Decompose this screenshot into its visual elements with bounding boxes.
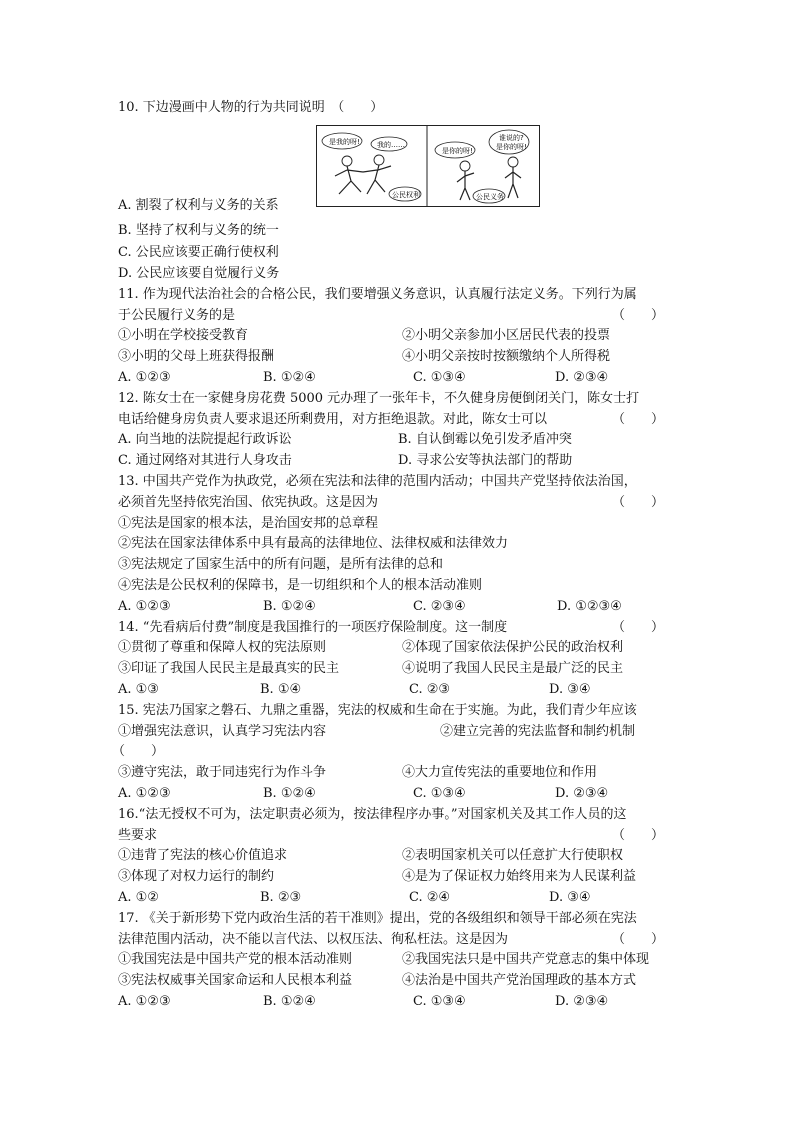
q13-statement-4: ④宪法是公民权利的保障书，是一切组织和个人的根本活动准则 (118, 578, 483, 593)
q17-statement-3: ③宪法权威事关国家命运和人民根本利益 (118, 973, 353, 988)
q17-statement-2: ②我国宪法只是中国共产党意志的集中体现 (402, 952, 650, 967)
q11-option-a[interactable]: A. ①②③ (118, 370, 171, 385)
q15-option-b[interactable]: B. ①②④ (263, 786, 316, 801)
q13-stem-line1: 13. 中国共产党作为执政党，必须在宪法和法律的范围内活动；中国共产党坚持依法治国， (118, 474, 637, 489)
q17-option-c[interactable]: C. ①③④ (413, 994, 466, 1009)
q12-stem-line1: 12. 陈女士在一家健身房花费 5000 元办理了一张年卡，不久健身房便倒闭关门，陈女士打 (118, 391, 640, 406)
q10-stem: 10. 下边漫画中人物的行为共同说明 （ ） (118, 100, 384, 115)
q14-statement-1: ①贯彻了尊重和保障人权的宪法原则 (118, 640, 327, 655)
q11-stem-line1: 11. 作为现代法治社会的合格公民，我们要增强义务意识，认真履行法定义务。下列行为属 (118, 287, 637, 302)
q11-statement-1: ①小明在学校接受教育 (118, 328, 249, 343)
q16-option-b[interactable]: B. ②③ (260, 890, 302, 905)
q12-option-d[interactable]: D. 寻求公安等执法部门的帮助 (398, 453, 573, 468)
q15-statement-2: ②建立完善的宪法监督和制约机制 (440, 724, 636, 739)
cartoon-drawing (317, 126, 539, 206)
q15-answer-paren: （ ） (112, 744, 165, 759)
q15-option-d[interactable]: D. ②③④ (555, 786, 609, 801)
q14-option-c[interactable]: C. ②③ (409, 682, 451, 697)
q16-stem-line2: 些要求 (118, 828, 158, 843)
q11-stem-line2: 于公民履行义务的是 (118, 308, 236, 323)
q13-statement-3: ③宪法规定了国家生活中的所有问题，是所有法律的总和 (118, 557, 444, 572)
q10-option-a[interactable]: A. 割裂了权利与义务的关系 (118, 198, 279, 213)
q17-answer-paren: （ ） (612, 932, 665, 947)
bubble-who-said: 谁说的? (499, 134, 524, 142)
q16-stem-line1: 16.“法无授权不可为，法定职责必须为，按法律程序办事。”对国家机关及其工作人员的这 (118, 807, 627, 822)
q15-statement-3: ③遵守宪法，敢于同违宪行为作斗争 (118, 765, 327, 780)
q16-statement-2: ②表明国家机关可以任意扩大行使职权 (402, 848, 624, 863)
q16-option-d[interactable]: D. ③④ (549, 890, 591, 905)
q12-answer-paren: （ ） (612, 412, 665, 427)
q11-option-d[interactable]: D. ②③④ (555, 370, 609, 385)
q14-statement-3: ③印证了我国人民民主是最真实的民主 (118, 661, 340, 676)
tag-citizen-rights: 公民权利 (392, 191, 420, 199)
tag-citizen-duties: 公民义务 (476, 193, 504, 201)
q11-statement-4: ④小明父亲按时按额缴纳个人所得税 (402, 349, 611, 364)
q14-answer-paren: （ ） (612, 620, 665, 635)
q13-statement-1: ①宪法是国家的根本法，是治国安邦的总章程 (118, 516, 379, 531)
q14-option-a[interactable]: A. ①③ (118, 682, 159, 697)
q11-statement-2: ②小明父亲参加小区居民代表的投票 (402, 328, 611, 343)
q13-answer-paren: （ ） (612, 495, 665, 510)
bubble-mine-1: 是我的呀! (329, 138, 360, 146)
q13-stem-line2: 必须首先坚持依宪治国、依宪执政。这是因为 (118, 495, 379, 510)
q10-option-d[interactable]: D. 公民应该要自觉履行义务 (118, 266, 280, 281)
q14-statement-2: ②体现了国家依法保护公民的政治权利 (402, 640, 624, 655)
q14-statement-4: ④说明了我国人民民主是最广泛的民主 (402, 661, 624, 676)
q13-option-c[interactable]: C. ②③④ (413, 599, 466, 614)
q16-statement-3: ③体现了对权力运行的制约 (118, 869, 275, 884)
q15-option-a[interactable]: A. ①②③ (118, 786, 171, 801)
q11-option-c[interactable]: C. ①③④ (413, 370, 466, 385)
q14-option-b[interactable]: B. ①④ (260, 682, 302, 697)
q16-option-c[interactable]: C. ②④ (409, 890, 451, 905)
bubble-yours-2: 是你的呀! (496, 143, 527, 151)
q16-option-a[interactable]: A. ①② (118, 890, 159, 905)
q15-option-c[interactable]: C. ①③④ (413, 786, 466, 801)
q12-option-a[interactable]: A. 向当地的法院提起行政诉讼 (118, 432, 292, 447)
q10-cartoon (316, 125, 540, 207)
q15-stem: 15. 宪法乃国家之磐石、九鼎之重器，宪法的权威和生命在于实施。为此，我们青少年应该 (118, 703, 637, 718)
q17-option-b[interactable]: B. ①②④ (263, 994, 316, 1009)
q11-answer-paren: （ ） (612, 308, 665, 323)
q13-statement-2: ②宪法在国家法律体系中具有最高的法律地位、法律权威和法律效力 (118, 536, 509, 551)
q11-statement-3: ③小明的父母上班获得报酬 (118, 349, 275, 364)
q12-option-b[interactable]: B. 自认倒霉以免引发矛盾冲突 (398, 432, 572, 447)
q13-option-a[interactable]: A. ①②③ (118, 599, 171, 614)
q13-option-b[interactable]: B. ①②④ (263, 599, 316, 614)
q15-statement-4: ④大力宣传宪法的重要地位和作用 (402, 765, 598, 780)
bubble-yours-1: 是你的呀! (442, 147, 473, 155)
q14-option-d[interactable]: D. ③④ (549, 682, 591, 697)
q17-option-a[interactable]: A. ①②③ (118, 994, 171, 1009)
q10-option-c[interactable]: C. 公民应该要正确行使权利 (118, 245, 279, 260)
q17-stem-line1: 17. 《关于新形势下党内政治生活的若干准则》提出，党的各级组织和领导干部必须在宪法 (118, 911, 637, 926)
q17-option-d[interactable]: D. ②③④ (555, 994, 609, 1009)
q17-statement-4: ④法治是中国共产党治国理政的基本方式 (402, 973, 637, 988)
q17-statement-1: ①我国宪法是中国共产党的根本活动准则 (118, 952, 353, 967)
q11-option-b[interactable]: B. ①②④ (263, 370, 316, 385)
q17-stem-line2: 法律范围内活动，决不能以言代法、以权压法、徇私枉法。这是因为 (118, 932, 509, 947)
q12-stem-line2: 电话给健身房负责人要求退还所剩费用，对方拒绝退款。对此，陈女士可以 (118, 412, 548, 427)
bubble-mine-2: 我的…… (377, 141, 405, 149)
q14-stem: 14. “先看病后付费”制度是我国推行的一项医疗保险制度。这一制度 (118, 620, 508, 635)
q12-option-c[interactable]: C. 通过网络对其进行人身攻击 (118, 453, 292, 468)
q10-option-b[interactable]: B. 坚持了权利与义务的统一 (118, 223, 279, 238)
q16-statement-1: ①违背了宪法的核心价值追求 (118, 848, 288, 863)
q15-statement-1: ①增强宪法意识，认真学习宪法内容 (118, 724, 327, 739)
q16-answer-paren: （ ） (612, 828, 665, 843)
q16-statement-4: ④是为了保证权力始终用来为人民谋利益 (402, 869, 637, 884)
q13-option-d[interactable]: D. ①②③④ (557, 599, 622, 614)
